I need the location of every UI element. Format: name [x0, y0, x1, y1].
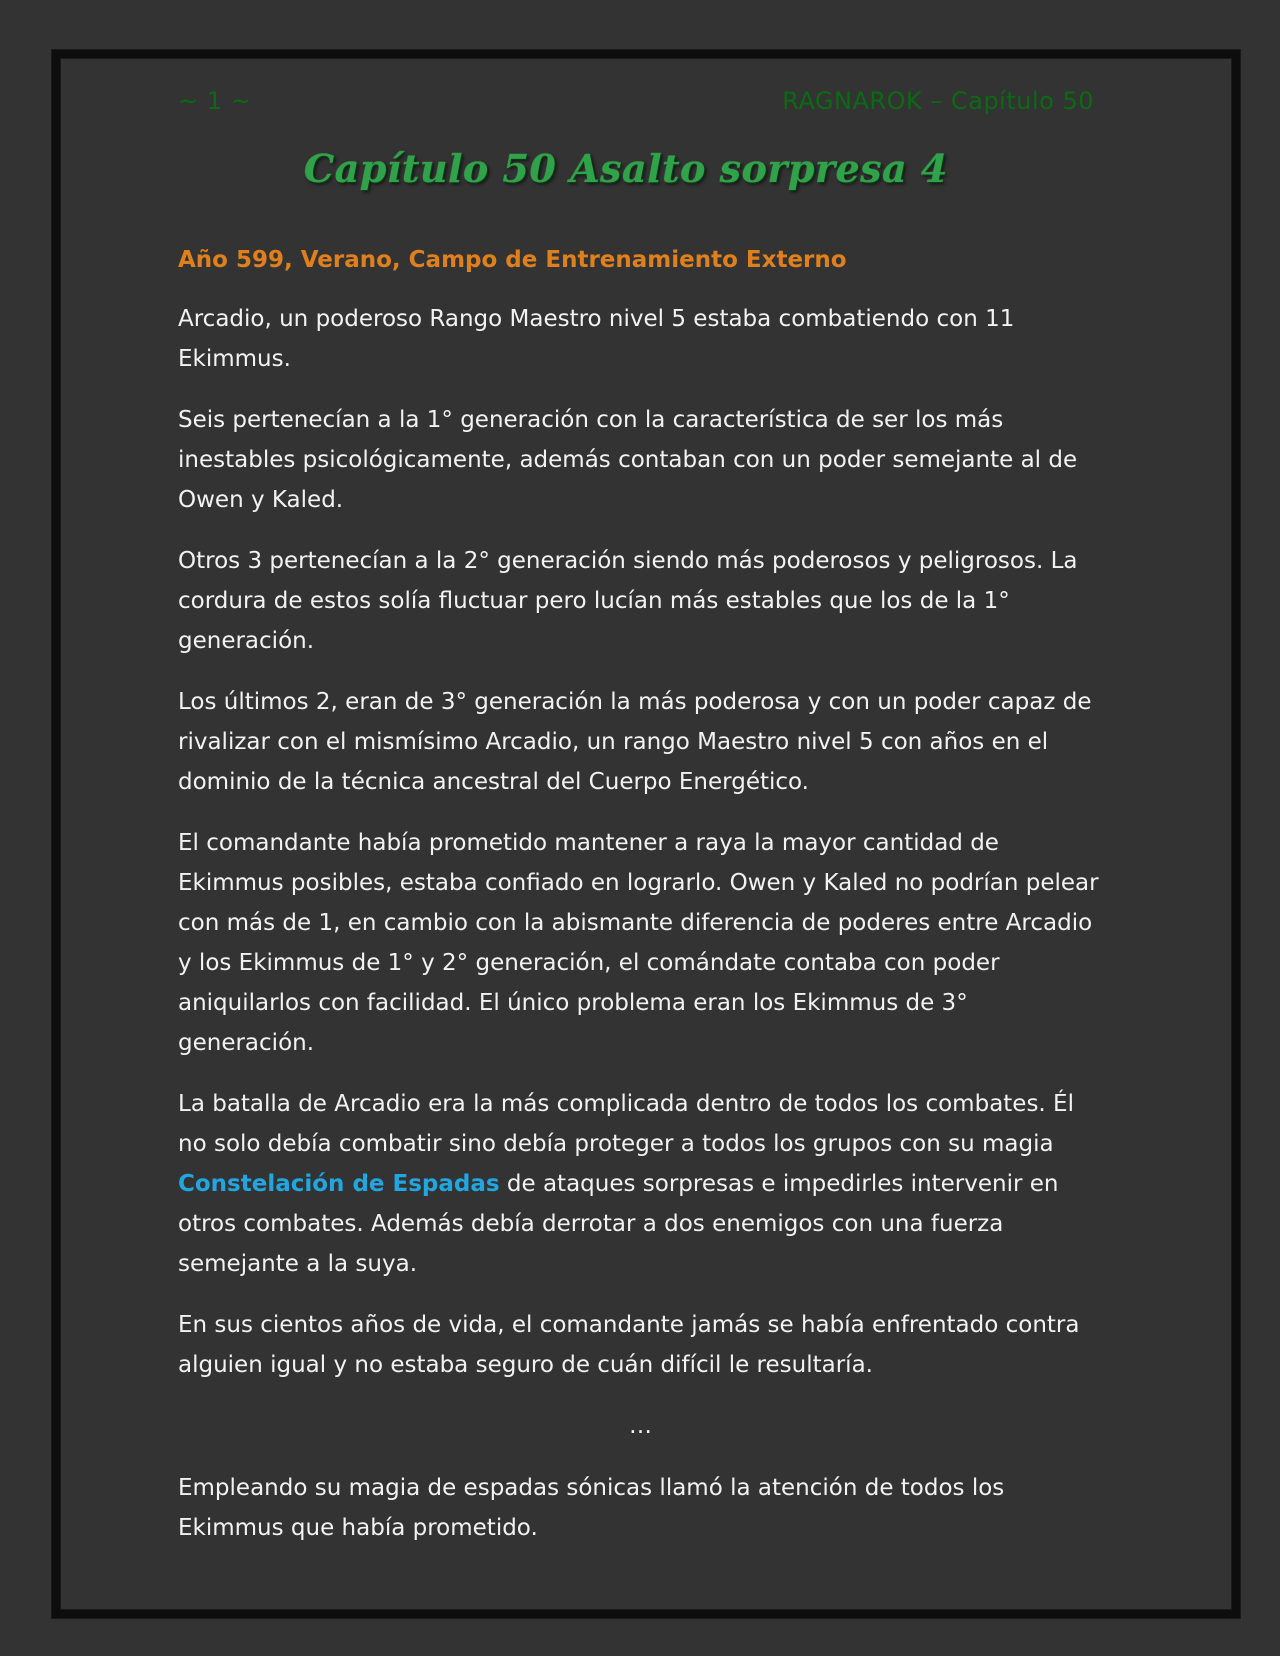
paragraph: El comandante había prometido mantener a raya la mayor cantidad de Ekimmus posibles, estaba confiado en lograrlo. Owen y Kaled no podrían pelear con más de 1, en cambio con la abismante diferencia de poderes entre Arcadio y los Ekimmus de 1° y 2° generación, el comándate contaba con poder aniquilarlos con facilidad. El único problema eran los Ekimmus de 3° generación. [178, 830, 1099, 1056]
paragraph-text: de ataques sorpresas e impedirles intervenir en otros combates. Además debía derrotar a dos enemigos con una fuerza semejante a la suya. [178, 1171, 1059, 1277]
paragraph-with-spell [178, 1084, 1103, 1284]
chapter-body [178, 240, 1103, 1569]
paragraph: Arcadio, un poderoso Rango Maestro nivel 5 estaba combatiendo con 11 Ekimmus. [178, 306, 1015, 372]
page-frame [52, 50, 1240, 1618]
scene-separator: … [629, 1413, 652, 1439]
spell-name: Constelación de Espadas [178, 1171, 500, 1197]
paragraph: Seis pertenecían a la 1° generación con la característica de ser los más inestables psicológicamente, además contaban con un poder semejante al de Owen y Kaled. [178, 407, 1078, 513]
paragraph: Los últimos 2, eran de 3° generación la más poderosa y con un poder capaz de rivalizar con el mismísimo Arcadio, un rango Maestro nivel 5 con años en el dominio de la técnica ancestral del Cuerpo Energético. [178, 689, 1092, 795]
running-title: RAGNAROK – Capítulo 50 [782, 87, 1094, 115]
paragraph-text: La batalla de Arcadio era la más complicada dentro de todos los combates. Él no solo debía combatir sino debía proteger a todos los grupos con su magia [178, 1091, 1074, 1157]
page-header [178, 86, 1094, 116]
setting-line: Año 599, Verano, Campo de Entrenamiento Externo [178, 247, 847, 273]
chapter-title: Capítulo 50 Asalto sorpresa 4 [304, 146, 948, 191]
paragraph: En sus cientos años de vida, el comandante jamás se había enfrentado contra alguien igual y no estaba seguro de cuán difícil le resultaría. [178, 1312, 1080, 1378]
paragraph: Otros 3 pertenecían a la 2° generación siendo más poderosos y peligrosos. La cordura de estos solía fluctuar pero lucían más estables que los de la 1° generación. [178, 548, 1078, 654]
paragraph: Empleando su magia de espadas sónicas llamó la atención de todos los Ekimmus que había prometido. [178, 1475, 1005, 1541]
page-number: ~ 1 ~ [178, 87, 252, 115]
